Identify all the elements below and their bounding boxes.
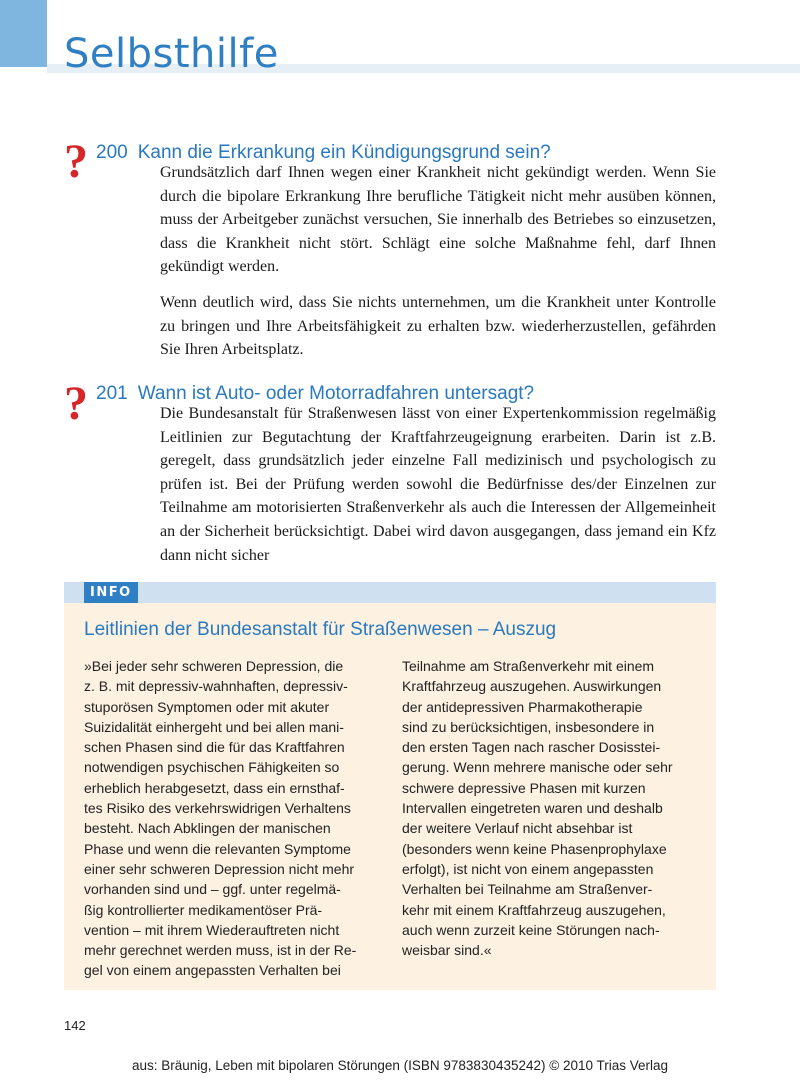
answer-paragraph: Grundsätzlich darf Ihnen wegen einer Krankheit nicht gekündigt werden. Wenn Sie durch die bipolare Erkrankung Ihre berufliche Tätigkeit nicht mehr ausüben können, muss der Arbeitgeber zunächst versuchen, Sie innerhalb des Betriebes so einzusetzen, dass die Krankheit nicht stört. Schlägt eine solche Maßnahme fehl, darf Ihnen gekündigt werden. xyxy=(160,164,716,276)
info-text-line: den ersten Tagen nach rascher Dosisstei- xyxy=(402,739,661,756)
info-box xyxy=(64,582,716,990)
info-text-line: weisbar sind.« xyxy=(402,942,492,959)
info-text-line: Teilnahme am Straßenverkehr mit einem xyxy=(402,658,655,674)
info-text-line: Verhalten bei Teilnahme am Straßenver- xyxy=(402,881,653,898)
info-text-line: stuporösen Symptomen oder mit akuter xyxy=(84,698,330,715)
info-text-line: gel von einem angepassten Verhalten bei xyxy=(84,962,341,979)
info-text-line: mehr gerechnet werden muss, ist in der Re- xyxy=(84,942,357,959)
page-number: 142 xyxy=(64,1018,86,1033)
question-text: Wann ist Auto- oder Motorradfahren untersagt? xyxy=(137,383,535,404)
info-text-line: Intervallen eingetreten waren und deshalb xyxy=(402,800,663,817)
answer-201 xyxy=(160,402,716,579)
question-text: Kann die Erkrankung ein Kündigungsgrund sein? xyxy=(137,142,551,163)
info-text-line: der antidepressiven Pharmakotherapie xyxy=(402,698,643,715)
info-text-line: schwere depressive Phasen mit kurzen xyxy=(402,779,646,796)
question-mark-icon: ? xyxy=(64,377,88,430)
info-text-line: auch wenn zurzeit keine Störungen nach- xyxy=(402,921,660,938)
question-number: 200 xyxy=(96,142,128,163)
info-text-line: (besonders wenn keine Phasenprophylaxe xyxy=(402,840,667,857)
question-title-200 xyxy=(96,143,551,162)
section-title: Selbsthilfe xyxy=(64,31,279,77)
info-text-line: erheblich herabgesetzt, dass ein ernsthaf- xyxy=(84,779,345,796)
info-text-line: der weitere Verlauf nicht absehbar ist xyxy=(402,820,633,837)
info-column-right xyxy=(402,656,698,960)
info-text-line: schen Phasen sind die für das Kraftfahren xyxy=(84,739,345,756)
info-column-left xyxy=(84,656,390,981)
info-title: Leitlinien der Bundesanstalt für Straßenwesen – Auszug xyxy=(84,619,557,640)
info-text-line: vention – mit ihrem Wiederauftreten nicht xyxy=(84,921,340,938)
info-text-line: einer sehr schweren Depression nicht mehr xyxy=(84,860,355,877)
question-title-201 xyxy=(96,384,534,403)
info-text-line: erfolgt), ist nicht von einem angepassten xyxy=(402,860,654,877)
answer-paragraph: Wenn deutlich wird, dass Sie nichts unternehmen, um die Krankheit unter Kontrolle zu bringen und Ihre Arbeitsfähigkeit zu erhalten bzw. wiederherzustellen, gefährden Sie Ihren Arbeitsplatz. xyxy=(160,293,716,359)
info-text-line: vorhanden sind und – ggf. unter regelmä- xyxy=(84,881,341,898)
info-text-line: Suizidalität einhergeht und bei allen mani- xyxy=(84,718,344,735)
question-mark-icon: ? xyxy=(64,135,88,188)
info-text-line: ßig kontrollierter medikamentöser Prä- xyxy=(84,901,323,918)
info-text-line: z. B. mit depressiv-wahnhaften, depressiv- xyxy=(84,678,348,695)
info-text-line: »Bei jeder sehr schweren Depression, die xyxy=(84,658,344,674)
info-text-line: Phase und wenn die relevanten Symptome xyxy=(84,840,351,857)
question-number: 201 xyxy=(96,383,128,404)
answer-200 xyxy=(160,161,716,374)
corner-decoration xyxy=(0,0,47,67)
info-text-line: besteht. Nach Abklingen der manischen xyxy=(84,820,331,837)
info-header-strip xyxy=(64,582,716,603)
answer-paragraph: Die Bundesanstalt für Straßenwesen lässt von einer Expertenkommission regelmäßig Leitlinien zur Begutachtung der Kraftfahrzeugeignung erarbeiten. Darin ist z.B. geregelt, dass grundsätzlich jeder einzelne Fall medizinisch und psychologisch zu prüfen ist. Bei der Prüfung werden sowohl die Bedürfnisse des/der Einzelnen zur Teilnahme am motorisierten Straßenverkehr als auch die Interessen der Allgemeinheit an der Sicherheit berücksichtigt. Dabei wird davon ausgegangen, dass jemand ein Kfz dann nicht sicher xyxy=(160,405,716,564)
info-text-line: kehr mit einem Kraftfahrzeug auszugehen, xyxy=(402,901,666,918)
info-badge: INFO xyxy=(84,582,138,603)
info-text-line: notwendigen psychischen Fähigkeiten so xyxy=(84,759,340,776)
info-text-line: sind zu berücksichtigen, insbesondere in xyxy=(402,718,655,735)
info-text-line: tes Risiko des verkehrswidrigen Verhaltens xyxy=(84,800,351,817)
info-text-line: gerung. Wenn mehrere manische oder sehr xyxy=(402,759,673,776)
source-credit: aus: Bräunig, Leben mit bipolaren Störungen (ISBN 9783830435242) © 2010 Trias Verlag xyxy=(131,1058,669,1073)
info-text-line: Kraftfahrzeug auszugehen. Auswirkungen xyxy=(402,678,662,695)
